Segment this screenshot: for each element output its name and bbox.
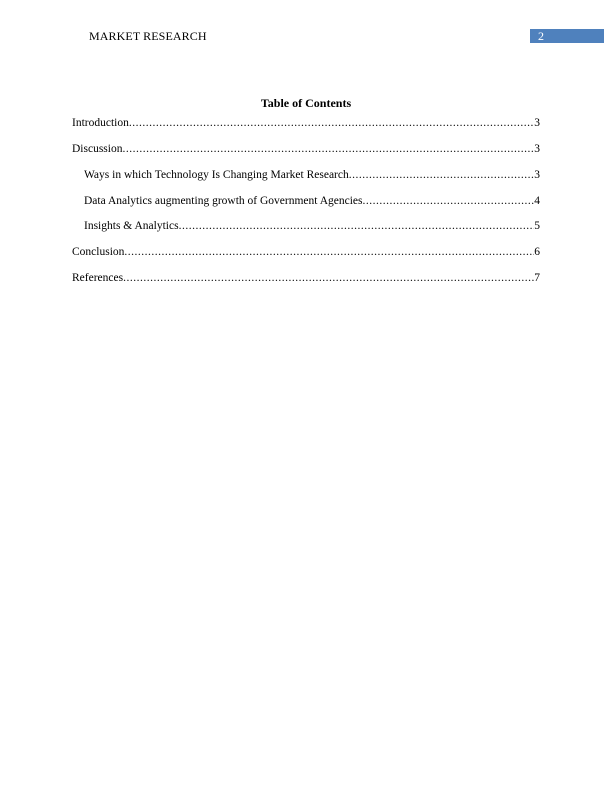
toc-entry-technology-changing-market-research[interactable] bbox=[84, 168, 540, 182]
dot-leader bbox=[124, 245, 534, 259]
toc-entry-text: References bbox=[72, 272, 124, 284]
dot-leader bbox=[122, 142, 534, 156]
toc-entry-text: Insights & Analytics bbox=[84, 220, 179, 232]
toc-entry-text: Discussion bbox=[72, 143, 123, 155]
page-number: 2 bbox=[538, 29, 544, 43]
toc-entry-conclusion[interactable] bbox=[72, 245, 540, 259]
toc-page-ref: 7 bbox=[534, 272, 540, 284]
dot-leader bbox=[349, 168, 535, 182]
toc-entry-text: Ways in which Technology Is Changing Market Research bbox=[84, 169, 349, 181]
toc-entry-insights-analytics[interactable] bbox=[84, 219, 540, 233]
toc-entry-text: Data Analytics augmenting growth of Government Agencies bbox=[84, 195, 363, 207]
dot-leader bbox=[179, 219, 535, 233]
toc-entry-text: Introduction bbox=[72, 117, 129, 129]
toc-title: Table of Contents bbox=[260, 96, 352, 110]
toc-page-ref: 6 bbox=[534, 246, 540, 258]
toc-entry-discussion[interactable] bbox=[72, 142, 540, 156]
toc-entry-text: Conclusion bbox=[72, 246, 125, 258]
toc-page-ref: 4 bbox=[534, 195, 540, 207]
toc-entry-data-analytics-government[interactable] bbox=[84, 194, 540, 208]
toc-entry-references[interactable] bbox=[72, 271, 540, 285]
running-head: MARKET RESEARCH bbox=[89, 29, 207, 43]
page-number-box bbox=[530, 29, 604, 43]
dot-leader bbox=[123, 271, 534, 285]
toc-page-ref: 5 bbox=[534, 220, 540, 232]
dot-leader bbox=[363, 194, 535, 208]
toc-entry-introduction[interactable] bbox=[72, 116, 540, 130]
toc-page-ref: 3 bbox=[534, 169, 540, 181]
toc-page-ref: 3 bbox=[534, 117, 540, 129]
toc-page-ref: 3 bbox=[534, 143, 540, 155]
dot-leader bbox=[129, 116, 534, 130]
